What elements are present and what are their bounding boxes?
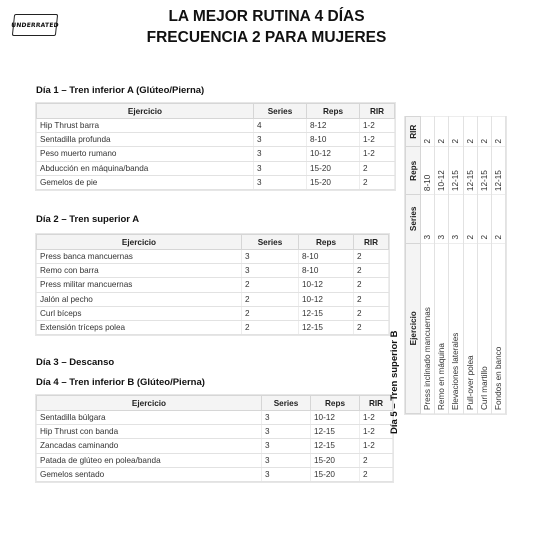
day5-title: Día 5 – Tren superior B: [389, 330, 400, 434]
table-row: [463, 117, 477, 414]
column-header-reps: Reps: [307, 104, 360, 119]
table-row: [37, 119, 395, 133]
cell-rir: 1-2: [360, 425, 393, 439]
table-row: [37, 453, 393, 467]
cell-rir: 2: [354, 278, 389, 292]
cell-reps: 12-15: [311, 425, 360, 439]
table-row: [37, 306, 389, 320]
column-header-series: Series: [262, 396, 311, 411]
column-header-reps: Reps: [299, 235, 354, 250]
cell-exercise: Curl martillo: [477, 243, 491, 413]
cell-exercise: Extensión tríceps polea: [37, 320, 242, 334]
column-header-reps: Reps: [406, 147, 421, 195]
cell-exercise: Remo en máquina: [435, 243, 449, 413]
cell-rir: 2: [354, 306, 389, 320]
cell-series: 3: [262, 425, 311, 439]
cell-reps: 10-12: [299, 292, 354, 306]
cell-series: 3: [262, 411, 311, 425]
cell-series: 3: [262, 467, 311, 481]
column-header-exercise: Ejercicio: [37, 104, 254, 119]
cell-exercise: Remo con barra: [37, 264, 242, 278]
cell-rir: 2: [354, 250, 389, 264]
column-header-exercise: Ejercicio: [37, 396, 262, 411]
cell-rir: 2: [360, 467, 393, 481]
table-row: [477, 117, 491, 414]
table-row: [37, 425, 393, 439]
day4-title: Día 4 – Tren inferior B (Glúteo/Pierna): [36, 377, 205, 388]
cell-reps: 15-20: [307, 161, 360, 175]
cell-series: 3: [242, 264, 299, 278]
table-row: [449, 117, 463, 414]
cell-rir: 2: [463, 117, 477, 147]
cell-exercise: Zancadas caminando: [37, 439, 262, 453]
cell-reps: 12-15: [311, 439, 360, 453]
column-header-series: Series: [242, 235, 299, 250]
cell-rir: 2: [477, 117, 491, 147]
cell-rir: 2: [360, 161, 395, 175]
table-row: [37, 133, 395, 147]
column-header-rir: RIR: [354, 235, 389, 250]
table-row: [37, 411, 393, 425]
cell-reps: 10-12: [435, 147, 449, 195]
cell-series: 2: [242, 292, 299, 306]
column-header-exercise: Ejercicio: [406, 243, 421, 413]
cell-reps: 12-15: [449, 147, 463, 195]
cell-reps: 8-10: [299, 250, 354, 264]
table-row: [435, 117, 449, 414]
cell-exercise: Press militar mancuernas: [37, 278, 242, 292]
cell-series: 4: [254, 119, 307, 133]
table-row: [37, 439, 393, 453]
cell-series: 3: [254, 133, 307, 147]
cell-reps: 8-12: [307, 119, 360, 133]
cell-exercise: Hip Thrust barra: [37, 119, 254, 133]
column-header-reps: Reps: [311, 396, 360, 411]
cell-exercise: Curl bíceps: [37, 306, 242, 320]
cell-series: 3: [254, 175, 307, 189]
cell-series: 3: [254, 147, 307, 161]
cell-rir: 2: [360, 453, 393, 467]
column-header-rir: RIR: [360, 396, 393, 411]
cell-reps: 8-10: [307, 133, 360, 147]
table-row: [37, 320, 389, 334]
table-header-row: [37, 104, 395, 119]
cell-series: 2: [463, 195, 477, 243]
cell-exercise: Press inclinado mancuernas: [421, 243, 435, 413]
cell-series: 2: [477, 195, 491, 243]
table-row: [421, 117, 435, 414]
cell-reps: 12-15: [477, 147, 491, 195]
cell-rir: 2: [491, 117, 505, 147]
cell-reps: 10-12: [311, 411, 360, 425]
cell-rir: 2: [354, 264, 389, 278]
cell-exercise: Abducción en máquina/banda: [37, 161, 254, 175]
cell-rir: 2: [449, 117, 463, 147]
column-header-series: Series: [406, 195, 421, 243]
cell-rir: 2: [354, 292, 389, 306]
cell-series: 2: [242, 306, 299, 320]
day2-title: Día 2 – Tren superior A: [36, 214, 140, 225]
table-row: [37, 147, 395, 161]
cell-rir: 1-2: [360, 147, 395, 161]
cell-reps: 15-20: [311, 467, 360, 481]
table-header-row: [406, 117, 421, 414]
cell-exercise: Jalón al pecho: [37, 292, 242, 306]
cell-series: 3: [254, 161, 307, 175]
cell-series: 2: [242, 320, 299, 334]
cell-reps: 15-20: [307, 175, 360, 189]
cell-exercise: Fondos en banco: [491, 243, 505, 413]
cell-exercise: Hip Thrust con banda: [37, 425, 262, 439]
cell-rir: 2: [360, 175, 395, 189]
day1-table: [36, 103, 395, 190]
cell-rir: 2: [421, 117, 435, 147]
cell-exercise: Elevaciones laterales: [449, 243, 463, 413]
table-row: [491, 117, 505, 414]
cell-exercise: Sentadilla profunda: [37, 133, 254, 147]
column-header-rir: RIR: [360, 104, 395, 119]
cell-rir: 2: [354, 320, 389, 334]
cell-exercise: Peso muerto rumano: [37, 147, 254, 161]
day3-title: Día 3 – Descanso: [36, 357, 115, 368]
cell-exercise: Press banca mancuernas: [37, 250, 242, 264]
cell-series: 2: [491, 195, 505, 243]
cell-series: 3: [421, 195, 435, 243]
cell-series: 3: [262, 439, 311, 453]
cell-exercise: Sentadilla búlgara: [37, 411, 262, 425]
cell-exercise: Gemelos de pie: [37, 175, 254, 189]
day2-table: [36, 234, 389, 335]
cell-rir: 1-2: [360, 439, 393, 453]
table-header-row: [37, 235, 389, 250]
day1-title: Día 1 – Tren inferior A (Glúteo/Pierna): [36, 85, 205, 96]
table-row: [37, 175, 395, 189]
cell-rir: 1-2: [360, 133, 395, 147]
cell-exercise: Pull-over polea: [463, 243, 477, 413]
underrated-logo: UNDERRATED: [12, 14, 58, 36]
cell-rir: 1-2: [360, 411, 393, 425]
table-row: [37, 292, 389, 306]
table-row: [37, 278, 389, 292]
table-row: [37, 250, 389, 264]
cell-rir: 1-2: [360, 119, 395, 133]
cell-reps: 15-20: [311, 453, 360, 467]
cell-reps: 12-15: [299, 320, 354, 334]
cell-reps: 8-10: [421, 147, 435, 195]
column-header-series: Series: [254, 104, 307, 119]
day4-table: [36, 395, 393, 482]
cell-series: 3: [262, 453, 311, 467]
cell-reps: 12-15: [491, 147, 505, 195]
table-row: [37, 264, 389, 278]
cell-reps: 12-15: [463, 147, 477, 195]
page-title-line2: FRECUENCIA 2 PARA MUJERES: [146, 29, 387, 46]
page-title-line1: LA MEJOR RUTINA 4 DÍAS: [168, 8, 365, 25]
cell-reps: 10-12: [307, 147, 360, 161]
table-header-row: [37, 396, 393, 411]
cell-series: 3: [435, 195, 449, 243]
column-header-exercise: Ejercicio: [37, 235, 242, 250]
cell-series: 3: [449, 195, 463, 243]
cell-reps: 12-15: [299, 306, 354, 320]
table-row: [37, 467, 393, 481]
cell-exercise: Patada de glúteo en polea/banda: [37, 453, 262, 467]
day5-table: [405, 116, 506, 414]
cell-series: 3: [242, 250, 299, 264]
cell-reps: 10-12: [299, 278, 354, 292]
cell-reps: 8-10: [299, 264, 354, 278]
column-header-rir: RIR: [406, 117, 421, 147]
cell-rir: 2: [435, 117, 449, 147]
day5-rotated-panel: [389, 116, 524, 434]
cell-exercise: Gemelos sentado: [37, 467, 262, 481]
table-row: [37, 161, 395, 175]
cell-series: 2: [242, 278, 299, 292]
